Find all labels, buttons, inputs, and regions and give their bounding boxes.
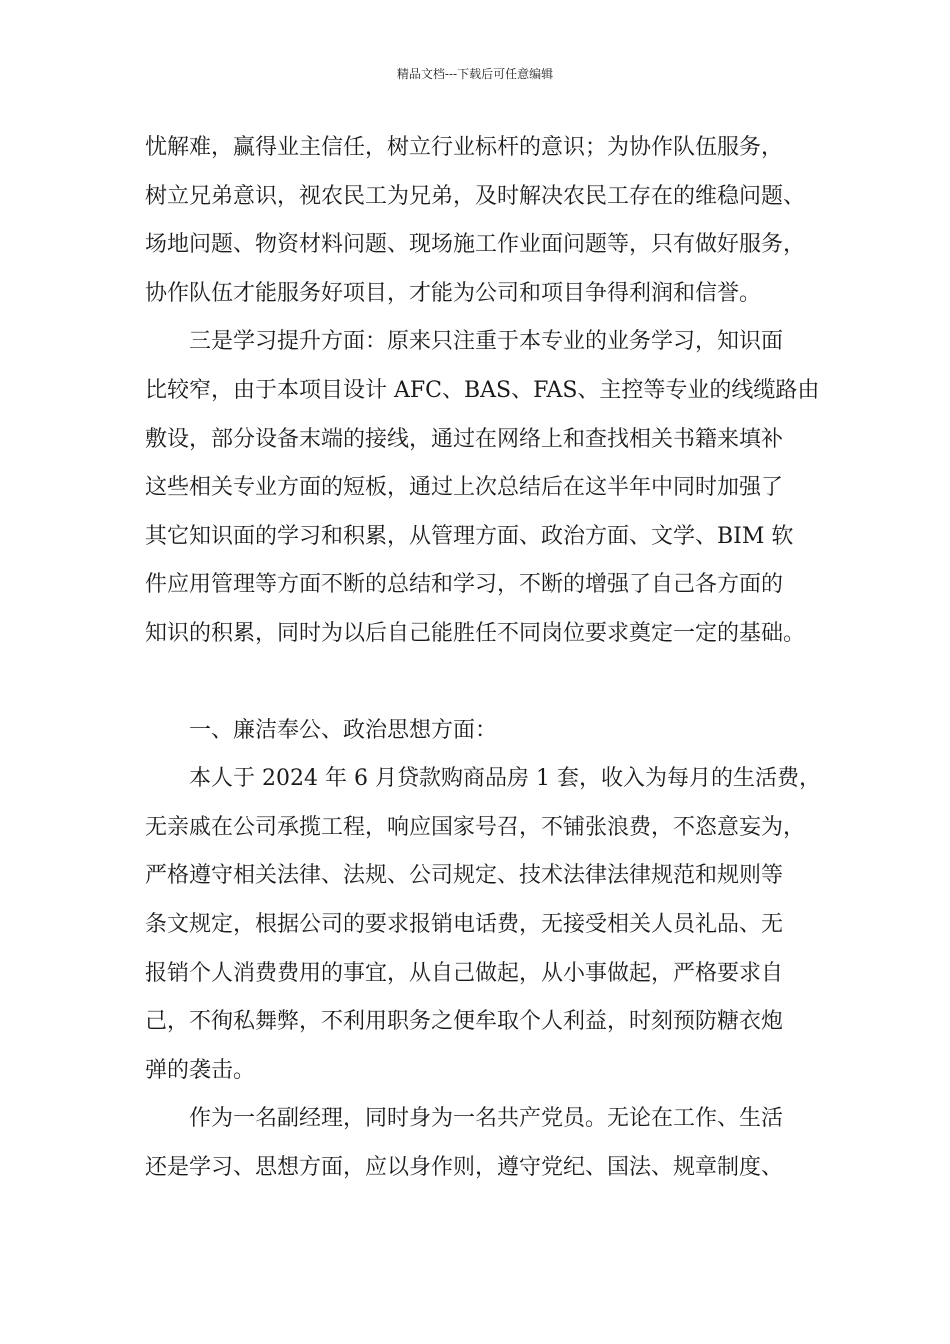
text-line: 协作队伍才能服务好项目，才能为公司和项目争得利润和信誉。 xyxy=(145,280,762,306)
text-line: 三是学习提升方面：原来只注重于本专业的业务学习，知识面 xyxy=(189,329,784,355)
text-line: 条文规定，根据公司的要求报销电话费，无接受相关人员礼品、无 xyxy=(145,911,784,937)
text-line: 严格遵守相关法律、法规、公司规定、技术法律法律规范和规则等 xyxy=(145,863,784,889)
text-line: 还是学习、思想方面，应以身作则，遵守党纪、国法、规章制度、 xyxy=(145,1154,784,1180)
text-line: 忧解难，赢得业主信任，树立行业标杆的意识；为协作队伍服务， xyxy=(145,135,784,160)
document-body xyxy=(145,130,821,1198)
text-line: 报销个人消费费用的事宜，从自己做起，从小事做起，严格要求自 xyxy=(145,960,784,986)
text-line: 本人于 2024 年 6 月贷款购商品房 1 套，收入为每月的生活费， xyxy=(189,766,821,792)
text-line: 树立兄弟意识，视农民工为兄弟，及时解决农民工存在的维稳问题、 xyxy=(145,183,806,209)
text-line: 弹的袭击。 xyxy=(145,1057,256,1083)
text-line: 无亲戚在公司承揽工程，响应国家号召，不铺张浪费，不恣意妄为， xyxy=(145,814,806,840)
text-line: 比较窄，由于本项目设计 AFC、BAS、FAS、主控等专业的线缆路由 xyxy=(145,377,820,403)
text-line: 场地问题、物资材料问题、现场施工作业面问题等，只有做好服务， xyxy=(145,232,806,258)
page-header: 精品文档---下载后可任意编辑 xyxy=(396,67,554,81)
text-line: 其它知识面的学习和积累，从管理方面、政治方面、文学、BIM 软 xyxy=(145,523,794,549)
text-line: 件应用管理等方面不断的总结和学习，不断的增强了自己各方面的 xyxy=(145,572,784,598)
text-line: 己，不徇私舞弊，不利用职务之便牟取个人利益，时刻预防糖衣炮 xyxy=(145,1009,784,1035)
text-line: 一、廉洁奉公、政治思想方面： xyxy=(189,717,498,743)
text-line: 这些相关专业方面的短板，通过上次总结后在这半年中同时加强了 xyxy=(145,475,784,501)
text-line: 敷设，部分设备末端的接线，通过在网络上和查找相关书籍来填补 xyxy=(145,426,784,452)
text-line: 作为一名副经理，同时身为一名共产党员。无论在工作、生活 xyxy=(189,1106,784,1132)
paragraph-gap xyxy=(145,665,810,713)
text-line: 知识的积累，同时为以后自己能胜任不同岗位要求奠定一定的基础。 xyxy=(145,620,806,646)
